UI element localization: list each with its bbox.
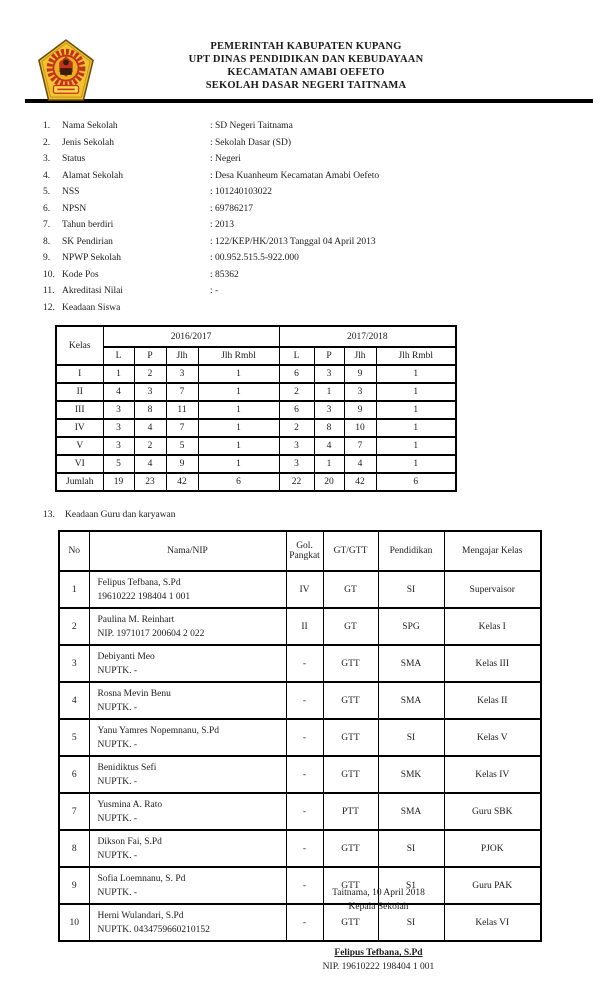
cell: 3	[166, 365, 198, 383]
cell-status: GTT	[323, 867, 378, 904]
teacher-table	[58, 530, 542, 942]
cell: 3	[103, 401, 134, 419]
teacher-nip: NUPTK. -	[97, 850, 138, 861]
cell-kelas: II	[56, 383, 103, 401]
cell-kelas: I	[56, 365, 103, 383]
student-row-kelas-4	[56, 419, 456, 437]
cell: 1	[314, 455, 344, 473]
cell: 22	[279, 473, 314, 491]
item-label: NSS	[62, 187, 80, 197]
cell-pendidikan: SI	[378, 719, 444, 756]
item-number: 1.	[43, 121, 51, 131]
cell: 4	[134, 455, 166, 473]
cell-no: 3	[59, 645, 89, 682]
student-row-kelas-6	[56, 455, 456, 473]
teacher-row	[59, 682, 541, 719]
teacher-name: Sofia Loemnanu, S. Pd	[97, 873, 186, 884]
info-row-jenis-sekolah	[43, 135, 612, 152]
col-header-gol-pangkat: Gol. Pangkat	[286, 531, 323, 571]
cell-pendidikan: SMK	[378, 756, 444, 793]
cell-name-nip	[89, 645, 286, 682]
teacher-row	[59, 830, 541, 867]
col-header-l: L	[103, 347, 134, 365]
item-number: 9.	[43, 253, 51, 263]
cell: 4	[344, 455, 376, 473]
item-label: NPSN	[62, 203, 87, 214]
cell: 8	[314, 419, 344, 437]
student-row-kelas-1	[56, 365, 456, 383]
student-row-kelas-5	[56, 437, 456, 455]
col-header-jlh: Jlh	[344, 347, 376, 365]
teacher-name: Rosna Mevin Benu	[97, 688, 171, 699]
cell-status: GT	[323, 608, 378, 645]
cell-mengajar: Kelas IV	[444, 756, 541, 793]
cell-name-nip	[89, 756, 286, 793]
cell: 11	[166, 401, 198, 419]
cell-pendidikan: S1	[378, 867, 444, 904]
cell-status: PTT	[323, 793, 378, 830]
cell-pendidikan: SMA	[378, 793, 444, 830]
cell: 7	[344, 437, 376, 455]
info-row-npwp	[43, 250, 612, 267]
cell: 6	[198, 473, 279, 491]
cell: 6	[376, 473, 456, 491]
teacher-row	[59, 608, 541, 645]
cell: 3	[103, 419, 134, 437]
cell-kelas: Jumlah	[56, 473, 103, 491]
info-row-status	[43, 151, 612, 168]
col-header-l: L	[279, 347, 314, 365]
cell-gol: IV	[286, 571, 323, 608]
cell-kelas: VI	[56, 455, 103, 473]
item-number: 12.	[43, 302, 55, 313]
teacher-row	[59, 793, 541, 830]
cell: 9	[166, 455, 198, 473]
cell-pendidikan: SI	[378, 571, 444, 608]
teacher-nip: NIP. 1971017 200604 2 022	[97, 628, 205, 639]
cell: 3	[279, 455, 314, 473]
item-label: SK Pendirian	[62, 236, 113, 247]
cell-gol: -	[286, 867, 323, 904]
teacher-nip: NUPTK. -	[97, 702, 138, 713]
col-header-jlh-rmbl: Jlh Rmbl	[376, 347, 456, 365]
signature-nip: NIP. 19610222 198404 1 001	[322, 962, 435, 972]
col-header-jlh: Jlh	[166, 347, 198, 365]
cell-no: 1	[59, 571, 89, 608]
cell-kelas: V	[56, 437, 103, 455]
student-table	[55, 325, 457, 492]
student-table-header-year1: 2016/2017	[103, 326, 279, 347]
cell: 9	[344, 401, 376, 419]
cell: 3	[134, 383, 166, 401]
cell-mengajar: Kelas VI	[444, 904, 541, 941]
teacher-name: Herni Wulandari, S.Pd	[97, 910, 184, 921]
item-value: : 85362	[210, 269, 239, 280]
cell: 19	[103, 473, 134, 491]
cell-mengajar: Supervaisor	[444, 571, 541, 608]
cell: 1	[376, 365, 456, 383]
teacher-name: Dikson Fai, S.Pd	[97, 836, 162, 847]
cell-no: 9	[59, 867, 89, 904]
kupang-regency-emblem-icon	[37, 39, 95, 103]
item-value	[210, 300, 612, 317]
item-number: 6.	[43, 203, 51, 214]
student-table-header-kelas: Kelas	[56, 326, 103, 365]
cell-gol: -	[286, 830, 323, 867]
item-value: : 00.952.515.5-922.000	[210, 253, 299, 263]
cell-no: 8	[59, 830, 89, 867]
cell-mengajar: Kelas I	[444, 608, 541, 645]
item-number: 2.	[43, 137, 51, 148]
cell: 42	[344, 473, 376, 491]
cell-gol: -	[286, 904, 323, 941]
teacher-name: Yusmina A. Rato	[97, 799, 163, 810]
item-value: : 2013	[210, 220, 235, 230]
item-value: : 122/KEP/HK/2013 Tanggal 04 April 2013	[210, 236, 376, 247]
item-label: Jenis Sekolah	[62, 137, 114, 148]
item-number: 5.	[43, 187, 51, 197]
item-value: : -	[210, 286, 219, 296]
cell: 7	[166, 419, 198, 437]
cell-status: GT	[323, 571, 378, 608]
cell-pendidikan: SI	[378, 904, 444, 941]
signature-block	[295, 886, 462, 974]
cell: 1	[198, 401, 279, 419]
section-title: Keadaan Guru dan karyawan	[65, 510, 176, 520]
teacher-section-heading	[43, 510, 612, 520]
item-label: Tahun berdiri	[62, 220, 114, 230]
cell-status: GTT	[323, 719, 378, 756]
item-value: : 101240103022	[210, 187, 273, 197]
cell-gol: -	[286, 793, 323, 830]
info-row-alamat	[43, 168, 612, 185]
cell-no: 10	[59, 904, 89, 941]
cell: 3	[103, 437, 134, 455]
cell-no: 2	[59, 608, 89, 645]
teacher-nip: NUPTK. -	[97, 665, 138, 676]
cell-status: GTT	[323, 645, 378, 682]
teacher-nip: NUPTK. -	[97, 813, 138, 824]
cell-mengajar: Guru PAK	[444, 867, 541, 904]
col-header-pendidikan: Pendidikan	[378, 531, 444, 571]
cell: 7	[166, 383, 198, 401]
info-row-nss	[43, 184, 612, 201]
item-value: : Negeri	[210, 154, 241, 164]
item-value: : Desa Kuanheum Kecamatan Amabi Oefeto	[210, 170, 380, 181]
cell-gol: -	[286, 756, 323, 793]
cell: 4	[103, 383, 134, 401]
item-number: 13.	[43, 510, 55, 520]
cell: 4	[134, 419, 166, 437]
letterhead-line-district: KECAMATAN AMABI OEFETO	[227, 67, 385, 78]
item-number: 11.	[43, 286, 55, 296]
cell-mengajar: Kelas V	[444, 719, 541, 756]
cell-no: 6	[59, 756, 89, 793]
col-header-p: P	[314, 347, 344, 365]
cell-pendidikan: SMA	[378, 645, 444, 682]
cell: 1	[198, 365, 279, 383]
info-row-keadaan-siswa	[43, 300, 612, 317]
cell: 1	[198, 419, 279, 437]
cell-pendidikan: SI	[378, 830, 444, 867]
cell-no: 5	[59, 719, 89, 756]
item-value: : Sekolah Dasar (SD)	[210, 137, 291, 148]
info-row-kode-pos	[43, 267, 612, 284]
teacher-nip: 19610222 198404 1 001	[97, 591, 191, 602]
cell: 2	[134, 437, 166, 455]
teacher-name: Benidiktus Sefi	[97, 762, 157, 773]
cell: 5	[166, 437, 198, 455]
col-header-mengajar-kelas: Mengajar Kelas	[444, 531, 541, 571]
student-row-jumlah	[56, 473, 456, 491]
letterhead	[0, 0, 612, 99]
signature-name: Felipus Tefbana, S.Pd	[334, 948, 423, 958]
teacher-row	[59, 571, 541, 608]
cell: 1	[376, 401, 456, 419]
student-row-kelas-2	[56, 383, 456, 401]
item-label: NPWP Sekolah	[62, 253, 122, 263]
col-header-gt-gtt: GT/GTT	[323, 531, 378, 571]
letterhead-line-government: PEMERINTAH KABUPATEN KUPANG	[210, 41, 402, 52]
cell-mengajar: PJOK	[444, 830, 541, 867]
cell: 42	[166, 473, 198, 491]
item-label: Nama Sekolah	[62, 121, 118, 131]
cell: 1	[103, 365, 134, 383]
col-header-p: P	[134, 347, 166, 365]
cell: 5	[103, 455, 134, 473]
teacher-name: Yanu Yamres Nopemnanu, S.Pd	[97, 725, 219, 736]
item-label: Alamat Sekolah	[62, 170, 123, 181]
item-label: Keadaan Siswa	[62, 302, 121, 313]
item-number: 10.	[43, 269, 55, 280]
cell-status: GTT	[323, 830, 378, 867]
cell-pendidikan: SMA	[378, 682, 444, 719]
cell-name-nip	[89, 867, 286, 904]
cell: 8	[134, 401, 166, 419]
cell-gol: -	[286, 645, 323, 682]
col-header-nama-nip: Nama/NIP	[89, 531, 286, 571]
cell-name-nip	[89, 608, 286, 645]
item-number: 8.	[43, 236, 51, 247]
cell: 4	[314, 437, 344, 455]
cell-name-nip	[89, 719, 286, 756]
teacher-row	[59, 719, 541, 756]
cell: 1	[314, 383, 344, 401]
cell: 2	[279, 419, 314, 437]
cell: 2	[134, 365, 166, 383]
cell: 6	[279, 365, 314, 383]
cell-mengajar: Kelas III	[444, 645, 541, 682]
signature-place-date: Taitnama, 10 April 2018	[332, 888, 425, 898]
header-divider	[25, 99, 593, 103]
item-label: Status	[62, 154, 86, 164]
cell: 1	[198, 437, 279, 455]
cell: 1	[198, 455, 279, 473]
student-table-header-year2: 2017/2018	[279, 326, 456, 347]
cell-kelas: III	[56, 401, 103, 419]
cell: 1	[198, 383, 279, 401]
item-number: 7.	[43, 220, 51, 230]
item-number: 3.	[43, 154, 51, 164]
signature-role: Kepala Sekolah	[348, 902, 409, 912]
cell-gol: II	[286, 608, 323, 645]
cell-mengajar: Guru SBK	[444, 793, 541, 830]
cell-status: GTT	[323, 756, 378, 793]
item-value: : 69786217	[210, 203, 254, 214]
cell-mengajar: Kelas II	[444, 682, 541, 719]
letterhead-line-department: UPT DINAS PENDIDIKAN DAN KEBUDAYAAN	[188, 54, 424, 65]
cell: 3	[314, 365, 344, 383]
teacher-name: Debiyanti Meo	[97, 651, 155, 662]
teacher-name: Felipus Tefbana, S.Pd	[97, 577, 181, 588]
letterhead-line-school: SEKOLAH DASAR NEGERI TAITNAMA	[205, 80, 407, 91]
school-info-list	[43, 118, 612, 316]
item-label: Kode Pos	[62, 269, 99, 280]
info-row-tahun-berdiri	[43, 217, 612, 234]
cell-status: GTT	[323, 904, 378, 941]
cell: 20	[314, 473, 344, 491]
cell-name-nip	[89, 793, 286, 830]
col-header-jlh-rmbl: Jlh Rmbl	[198, 347, 279, 365]
cell-status: GTT	[323, 682, 378, 719]
cell-gol: -	[286, 719, 323, 756]
item-value: : SD Negeri Taitnama	[210, 121, 293, 131]
cell: 1	[376, 419, 456, 437]
cell: 6	[279, 401, 314, 419]
teacher-name: Paulina M. Reinhart	[97, 614, 175, 625]
student-row-kelas-3	[56, 401, 456, 419]
cell-name-nip	[89, 571, 286, 608]
teacher-nip: NUPTK. -	[97, 776, 138, 787]
teacher-nip: NUPTK. -	[97, 739, 138, 750]
cell: 23	[134, 473, 166, 491]
cell: 9	[344, 365, 376, 383]
info-row-sk-pendirian	[43, 234, 612, 251]
cell-no: 4	[59, 682, 89, 719]
info-row-akreditasi	[43, 283, 612, 300]
cell-pendidikan: SPG	[378, 608, 444, 645]
teacher-table-header-row	[59, 531, 541, 571]
cell-name-nip	[89, 830, 286, 867]
teacher-nip: NUPTK. -	[97, 887, 138, 898]
cell-gol: -	[286, 682, 323, 719]
info-row-nama-sekolah	[43, 118, 612, 135]
cell: 10	[344, 419, 376, 437]
cell-no: 7	[59, 793, 89, 830]
item-label: Akreditasi Nilai	[62, 286, 123, 296]
teacher-row	[59, 756, 541, 793]
cell: 3	[344, 383, 376, 401]
cell: 1	[376, 455, 456, 473]
cell-kelas: IV	[56, 419, 103, 437]
cell-name-nip	[89, 682, 286, 719]
cell: 3	[314, 401, 344, 419]
teacher-nip: NUPTK. 0434759660210152	[97, 924, 210, 935]
col-header-no: No	[59, 531, 89, 571]
teacher-row	[59, 645, 541, 682]
cell-name-nip	[89, 904, 286, 941]
cell: 3	[279, 437, 314, 455]
cell: 2	[279, 383, 314, 401]
cell: 1	[376, 437, 456, 455]
item-number: 4.	[43, 170, 51, 181]
info-row-npsn	[43, 201, 612, 218]
cell: 1	[376, 383, 456, 401]
